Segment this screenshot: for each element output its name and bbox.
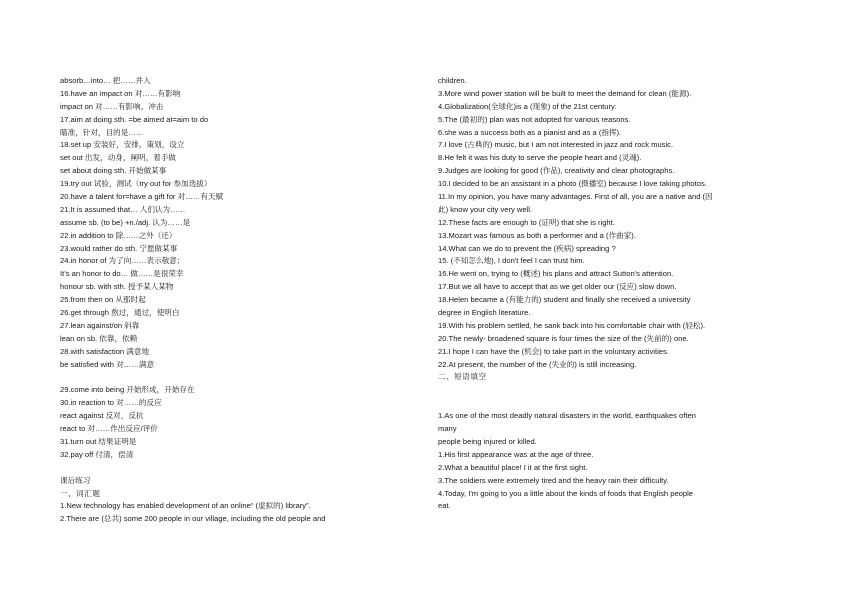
phrase-line: 21.It is assumed that… 人们认为……	[60, 204, 186, 214]
phrase-line: 20.have a talent for=have a gift for 对……有天赋	[60, 192, 224, 202]
blank-line	[438, 384, 802, 397]
phrase-line: react against 反对，反抗	[60, 411, 144, 421]
section-title: 课后练习	[60, 475, 91, 485]
exercise-line: many	[438, 424, 457, 434]
phrase-line: absorb…into… 把……并入	[60, 76, 151, 85]
phrase-line: 瞄准，针对，目的是……	[60, 127, 144, 137]
phrase-line: be satisfied with 对……满意	[60, 359, 155, 369]
exercise-line: 19.With his problem settled, he sank back into his comfortable chair with (轻松).	[438, 320, 706, 330]
exercise-line: 6.she was a success both as a pianist and as a (指挥).	[438, 127, 622, 137]
exercise-line: 8.He felt it was his duty to serve the people heart and (灵魂).	[438, 153, 642, 163]
exercise-line: 17.But we all have to accept that as we get older our (反应) slow down.	[438, 282, 677, 292]
phrase-line: assume sb. (to be) +n./adj. 认为……是	[60, 217, 191, 227]
exercise-line: 20.The newly- broadened square is four times the size of the (先前的) one.	[438, 333, 689, 343]
phrase-line: 32.pay off 付清，偿清	[60, 449, 134, 459]
phrase-line: react to 对……作出反应/评价	[60, 424, 158, 434]
exercise-line: 此) know your city very well.	[438, 204, 533, 214]
exercise-line: children.	[438, 76, 467, 85]
phrase-line: honour sb. with sth. 授予某人某物	[60, 282, 174, 292]
phrase-line: 22.in addition to 除……之外（还）	[60, 230, 177, 240]
phrase-line: 25.from then on 从那时起	[60, 295, 146, 305]
exercise-line: eat.	[438, 501, 451, 511]
exercise-line: 13.Mozart was famous as both a performer and a (作曲家).	[438, 230, 636, 240]
exercise-line: 12.These facts are enough to (证明) that she is right.	[438, 217, 615, 227]
left-column	[60, 75, 425, 526]
phrase-line: set about doing sth. 开始做某事	[60, 166, 167, 176]
exercise-line: 11.In my opinion, you have many advantages. First of all, you are a native and (因	[438, 192, 713, 202]
phrase-line: set out 出发，动身，阐明，着手做	[60, 153, 177, 163]
blank-line	[60, 371, 425, 384]
exercise-line: 2.There are (总共) some 200 people in our village, including the old people and	[60, 514, 326, 524]
exercise-line: 3.More wind power station will be built to meet the demand for clean (能源).	[438, 88, 692, 98]
exercise-line: 4.Today, I'm going to you a little about the kinds of foods that English people	[438, 488, 694, 498]
exercise-line: 2.What a beautiful place! I it at the first sight.	[438, 462, 588, 472]
exercise-line: 9.Judges are looking for good (作品), creativity and clear photographs.	[438, 166, 675, 176]
exercise-line: degree in English literature.	[438, 308, 531, 318]
exercise-line: 1.His first appearance was at the age of three.	[438, 449, 594, 459]
exercise-line: 21.I hope I can have the (机会) to take part in the voluntary activities.	[438, 346, 669, 356]
exercise-line: 1.New technology has enabled development of an online“ (虚拟的) library”.	[60, 501, 311, 511]
phrase-line: 26.get through 熬过，通过，使明白	[60, 308, 180, 318]
exercise-line: 7.I love (古典的) music, but I am not interested in jazz and rock music.	[438, 140, 674, 150]
phrase-line: impact on 对……有影响、冲击	[60, 101, 164, 111]
phrase-line: lean on sb. 依靠，依赖	[60, 333, 138, 343]
phrase-line: 24.in honor of 为了向……表示敬意；	[60, 256, 185, 266]
phrase-line: 28.with satisfaction 满意地	[60, 346, 150, 356]
phrase-line: 16.have an impact on 对……有影响	[60, 88, 181, 98]
phrase-line: It’s an honor to do… 做……是很荣幸	[60, 269, 184, 279]
exercise-line: 15. (不知怎么地), I don't feel I can trust him.	[438, 256, 585, 266]
phrase-line: 31.turn out 结果证明是	[60, 436, 137, 446]
exercise-line: 22.At present, the number of the (失业的) is still increasing.	[438, 359, 637, 369]
phrase-line: 29.come into being 开始形成，开始存在	[60, 385, 195, 395]
exercise-line: 3.The soldiers were extremely tired and the heavy rain their difficulty.	[438, 475, 669, 485]
exercise-line: 5.The (最初的) plan was not adopted for various reasons.	[438, 114, 631, 124]
phrase-line: 30.in reaction to 对……的反应	[60, 398, 162, 408]
section-heading: 二、短语填空	[438, 372, 487, 382]
phrase-line: 18.set up 安装好，安排，策划，设立	[60, 140, 185, 150]
phrase-line: 19.try out 试验，测试（try out for 参加选拔）	[60, 179, 212, 189]
exercise-line: 14.What can we do to prevent the (疾病) spreading ?	[438, 243, 616, 253]
exercise-line: 1.As one of the most deadly natural disasters in the world, earthquakes often	[438, 411, 696, 421]
exercise-line: 18.Helen became a (有能力的) student and finally she received a university	[438, 295, 691, 305]
right-column	[438, 75, 802, 513]
exercise-line: people being injured or killed.	[438, 436, 537, 446]
exercise-line: 4.Globalization(全球化)is a (现象) of the 21st century.	[438, 101, 617, 111]
section-heading: 一、词汇题	[60, 488, 101, 498]
blank-line	[60, 462, 425, 475]
blank-line	[438, 397, 802, 410]
exercise-line: 10.I decided to be an assistant in a photo (摄播室) because I love taking photos.	[438, 179, 707, 189]
exercise-line: 16.He went on, trying to (概述) his plans and attract Sutton's attention.	[438, 269, 674, 279]
phrase-line: 17.aim at doing sth. =be aimed at=aim to do	[60, 114, 209, 124]
phrase-line: 27.lean against/on 斜靠	[60, 320, 140, 330]
phrase-line: 23.would rather do sth. 宁愿做某事	[60, 243, 178, 253]
